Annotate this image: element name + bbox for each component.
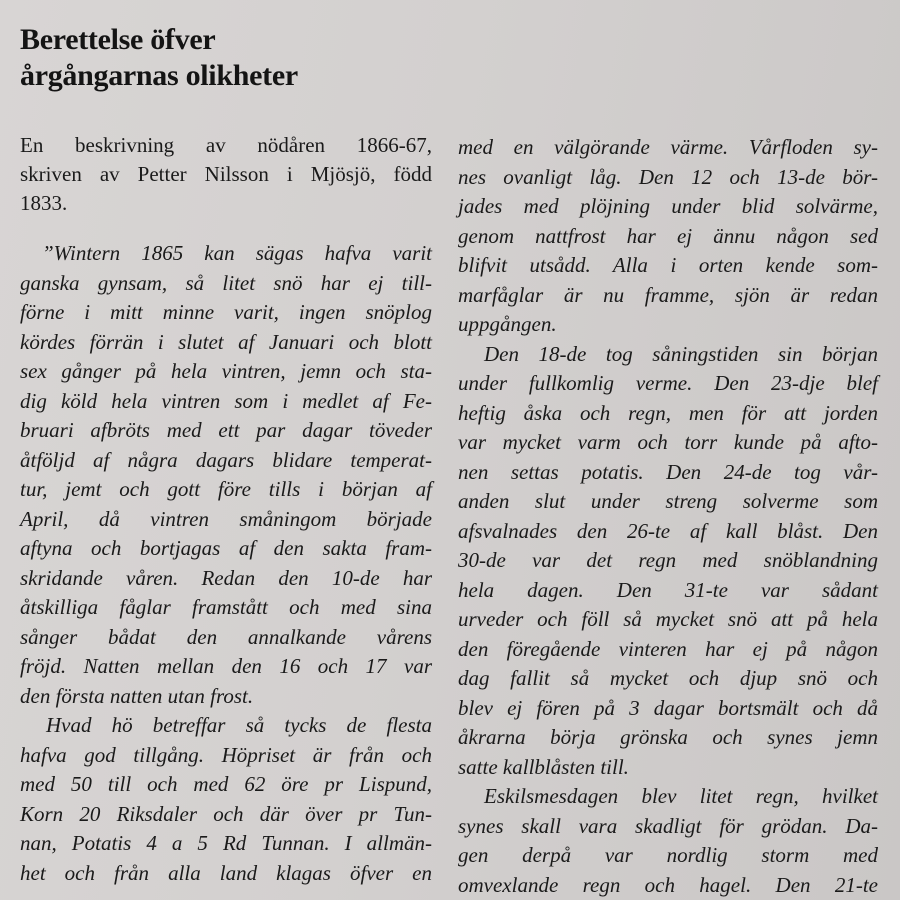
right-column [458, 133, 878, 900]
text-line: Hvad hö betreffar så tycks de flesta [46, 713, 432, 737]
text-line: skridande våren. Redan den 10-de har [20, 565, 432, 590]
intro-paragraph [20, 131, 432, 218]
text-line: 30-de var det regn med snöblandning [458, 548, 878, 572]
text-line: kördes förrän i slutet af Januari och blott [20, 329, 432, 354]
text-line: med 50 till och med 62 öre pr Lispund, [20, 772, 432, 796]
text-line: marfåglar är nu framme, sjön är redan [458, 282, 878, 307]
text-line: nan, Potatis 4 a 5 Rd Tunnan. I allmän- [20, 831, 432, 855]
body-paragraph [458, 133, 878, 340]
text-line: under fullkomlig verme. Den 23-dje blef [458, 371, 878, 395]
text-line: åkrarna börja grönska och synes jemn [458, 725, 878, 749]
text-line: åtskilliga fåglar framstått och med sina [20, 595, 432, 619]
text-line: anden slut under streng solverme som [458, 489, 878, 513]
text-line: med en välgörande värme. Vårfloden sy- [458, 135, 878, 159]
text-line: En beskrivning av nödåren 1866-67, [20, 133, 432, 157]
text-line: nes ovanligt låg. Den 12 och 13-de bör- [458, 164, 878, 189]
text-line: urveder och föll så mycket snö att på hela [458, 607, 878, 631]
left-column [20, 131, 432, 888]
title-line: Berettelse öfver [20, 23, 216, 56]
text-line: skriven av Petter Nilsson i Mjösjö, född [20, 162, 432, 186]
text-line: blev ej fören på 3 dagar bortsmält och då [458, 695, 878, 720]
body-paragraph [20, 239, 432, 711]
text-line: gen derpå var nordlig storm med [458, 843, 878, 867]
text-line: den första natten utan frost. [20, 683, 254, 708]
text-line: fröjd. Natten mellan den 16 och 17 var [20, 654, 432, 678]
text-line: uppgången. [458, 312, 557, 336]
body-paragraph [458, 340, 878, 783]
text-line: blifvit utsådd. Alla i orten kende som- [458, 253, 878, 277]
text-line: hafva god tillgång. Höpriset är från och [20, 742, 432, 767]
body-paragraph [20, 711, 432, 888]
text-line: het och från alla land klagas öfver en [20, 860, 432, 885]
text-line: satte kallblåsten till. [458, 754, 629, 779]
text-line: ”Wintern 1865 kan sägas hafva varit [42, 241, 432, 265]
text-line: aftyna och bortjagas af den sakta fram- [20, 536, 432, 560]
text-line: afsvalnades den 26-te af kall blåst. Den [458, 518, 878, 543]
text-line: hela dagen. Den 31-te var sådant [458, 577, 878, 602]
text-line: åtföljd af några dagars blidare temperat- [20, 447, 432, 472]
text-line: Eskilsmesdagen blev litet regn, hvilket [484, 784, 878, 808]
text-line: sånger bådat den annalkande vårens [20, 624, 432, 649]
text-line: nen settas potatis. Den 24-de tog vår- [458, 459, 878, 484]
text-line: Den 18-de tog såningstiden sin början [484, 341, 878, 366]
text-line: 1833. [20, 191, 68, 215]
article-title [20, 22, 580, 94]
text-line: var mycket varm och torr kunde på afto- [458, 430, 878, 454]
text-line: jades med plöjning under blid solvärme, [458, 194, 878, 218]
text-line: bruari afbröts med ett par dagar töveder [20, 418, 432, 442]
text-line: genom nattfrost har ej ännu någon sed [458, 223, 878, 248]
text-line: tur, jemt och gott före tills i början af [20, 477, 432, 501]
text-line: omvexlande regn och hagel. Den 21-te [458, 872, 878, 897]
text-line: synes skall vara skadligt för grödan. Da- [458, 813, 878, 838]
text-line: heftig åska och regn, men för att jorden [458, 400, 878, 425]
text-line: ganska gynsam, så litet snö har ej till- [20, 270, 432, 295]
text-line: dig köld hela vintren som i medlet af Fe- [20, 388, 432, 413]
title-line: årgångarnas olikheter [20, 59, 298, 92]
text-line: den föregående vinteren har ej på någon [458, 636, 878, 661]
body-paragraph [458, 782, 878, 900]
text-line: dag fallit så mycket och djup snö och [458, 666, 878, 690]
text-line: förne i mitt minne varit, ingen snöplog [20, 300, 432, 324]
text-line: April, då vintren småningom började [20, 506, 432, 531]
text-line: Korn 20 Riksdaler och där över pr Tun- [20, 801, 432, 826]
text-line: sex gånger på hela vintren, jemn och sta- [20, 359, 432, 383]
